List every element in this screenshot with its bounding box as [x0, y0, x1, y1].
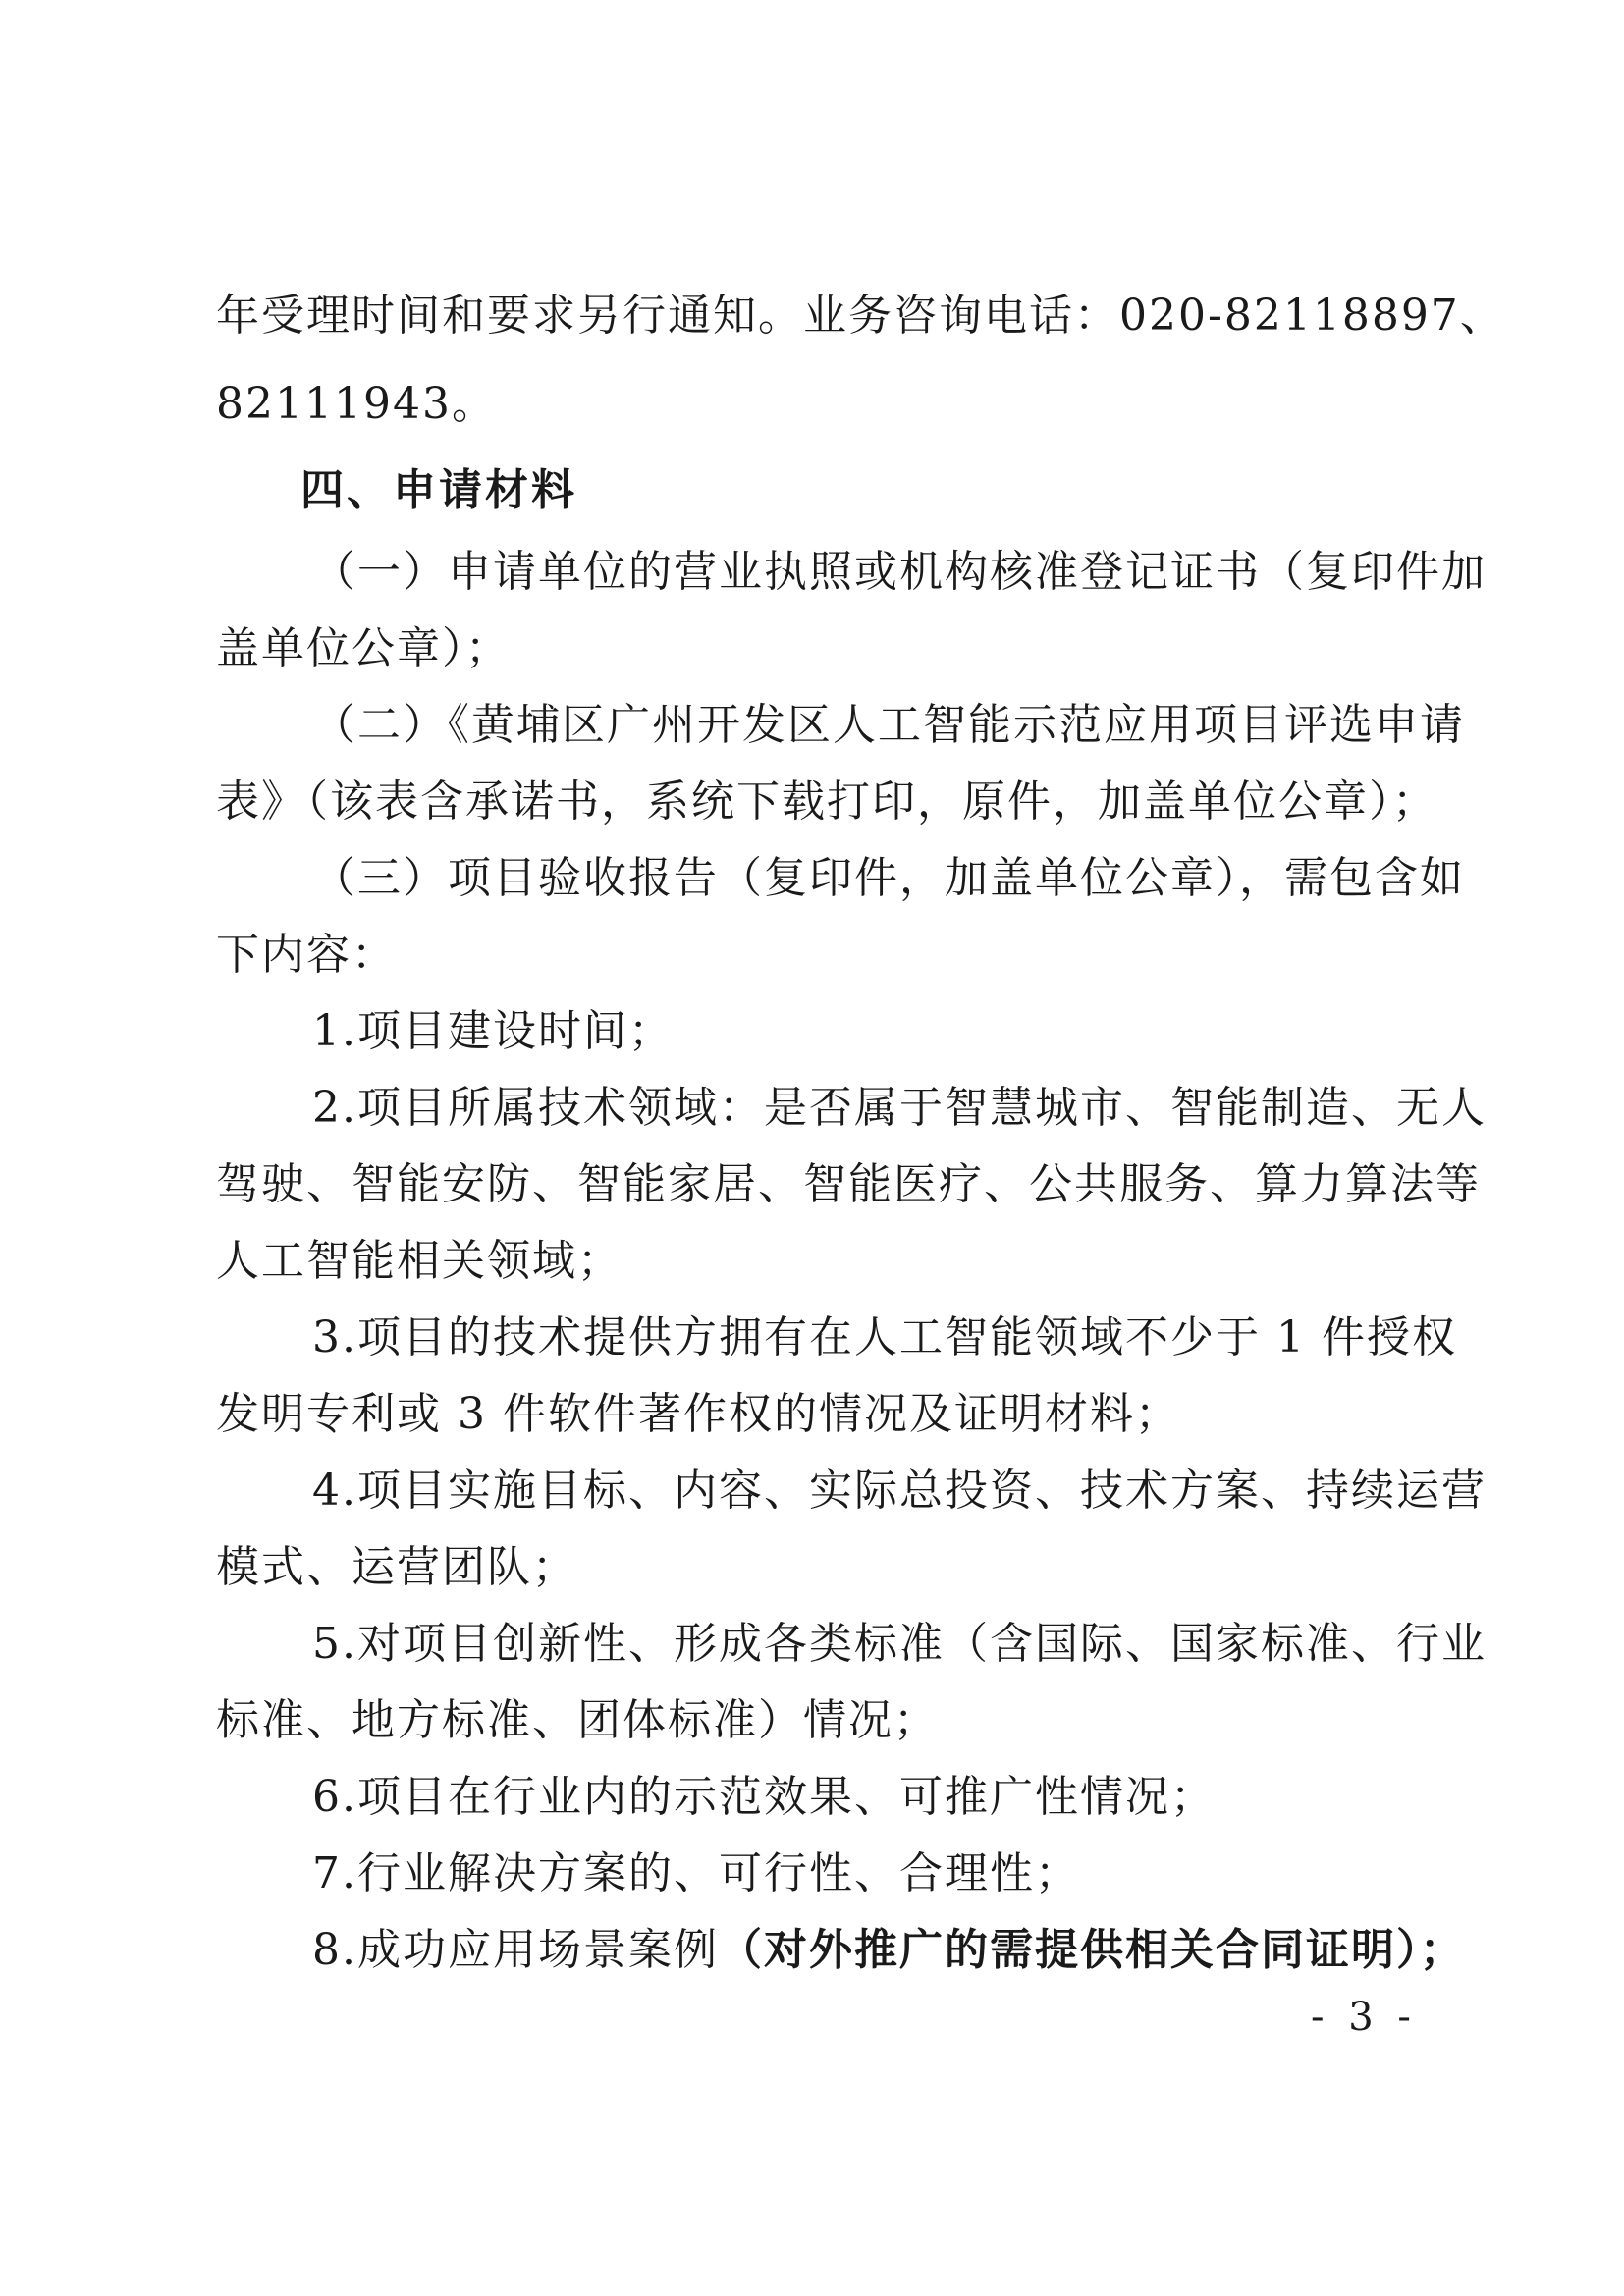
sub-item-8	[312, 1921, 1465, 1980]
sub-item-4-line-1: 4.项目实施目标、内容、实际总投资、技术方案、持续运营	[312, 1466, 1487, 1516]
paragraph-intro-line-2: 82111943。	[216, 379, 497, 429]
sub-item-2-line-2: 驾驶、智能安防、智能家居、智能医疗、公共服务、算力算法等	[216, 1159, 1481, 1209]
sub-item-4-line-2: 模式、运营团队；	[216, 1542, 577, 1592]
sub-item-2-line-1: 2.项目所属技术领域：是否属于智慧城市、智能制造、无人	[312, 1083, 1487, 1133]
paragraph-intro-line-1: 年受理时间和要求另行通知。业务咨询电话：020-82118897、	[216, 291, 1505, 341]
item-3-line-1: （三）项目验收报告（复印件，加盖单位公章），需包含如	[312, 853, 1465, 903]
sub-item-8-emphasis: （对外推广的需提供相关合同证明）；	[718, 1925, 1465, 1975]
sub-item-8-text: 8.成功应用场景案例	[312, 1925, 719, 1975]
sub-item-5-line-1: 5.对项目创新性、形成各类标准（含国际、国家标准、行业	[312, 1619, 1487, 1669]
item-1-line-2: 盖单位公章）；	[216, 623, 511, 673]
sub-item-5-line-2: 标准、地方标准、团体标准）情况；	[216, 1695, 939, 1745]
sub-item-3-line-2: 发明专利或 3 件软件著作权的情况及证明材料；	[216, 1389, 1180, 1439]
sub-item-6: 6.项目在行业内的示范效果、可推广性情况；	[312, 1772, 1216, 1822]
page-number: - 3 -	[1311, 1995, 1417, 2040]
section-heading: 四、申请材料	[300, 465, 577, 515]
item-1-line-1: （一）申请单位的营业执照或机构核准登记证书（复印件加	[312, 547, 1487, 597]
item-3-line-2: 下内容：	[216, 930, 397, 980]
sub-item-7: 7.行业解决方案的、可行性、合理性；	[312, 1848, 1080, 1898]
sub-item-3-line-1: 3.项目的技术提供方拥有在人工智能领域不少于 1 件授权	[312, 1312, 1457, 1362]
sub-item-2-line-3: 人工智能相关领域；	[216, 1236, 623, 1286]
sub-item-1: 1.项目建设时间；	[312, 1006, 674, 1056]
item-2-line-2: 表》（该表含承诺书，系统下载打印，原件，加盖单位公章）；	[216, 776, 1437, 827]
item-2-line-1: （二）《黄埔区广州开发区人工智能示范应用项目评选申请	[312, 700, 1465, 750]
